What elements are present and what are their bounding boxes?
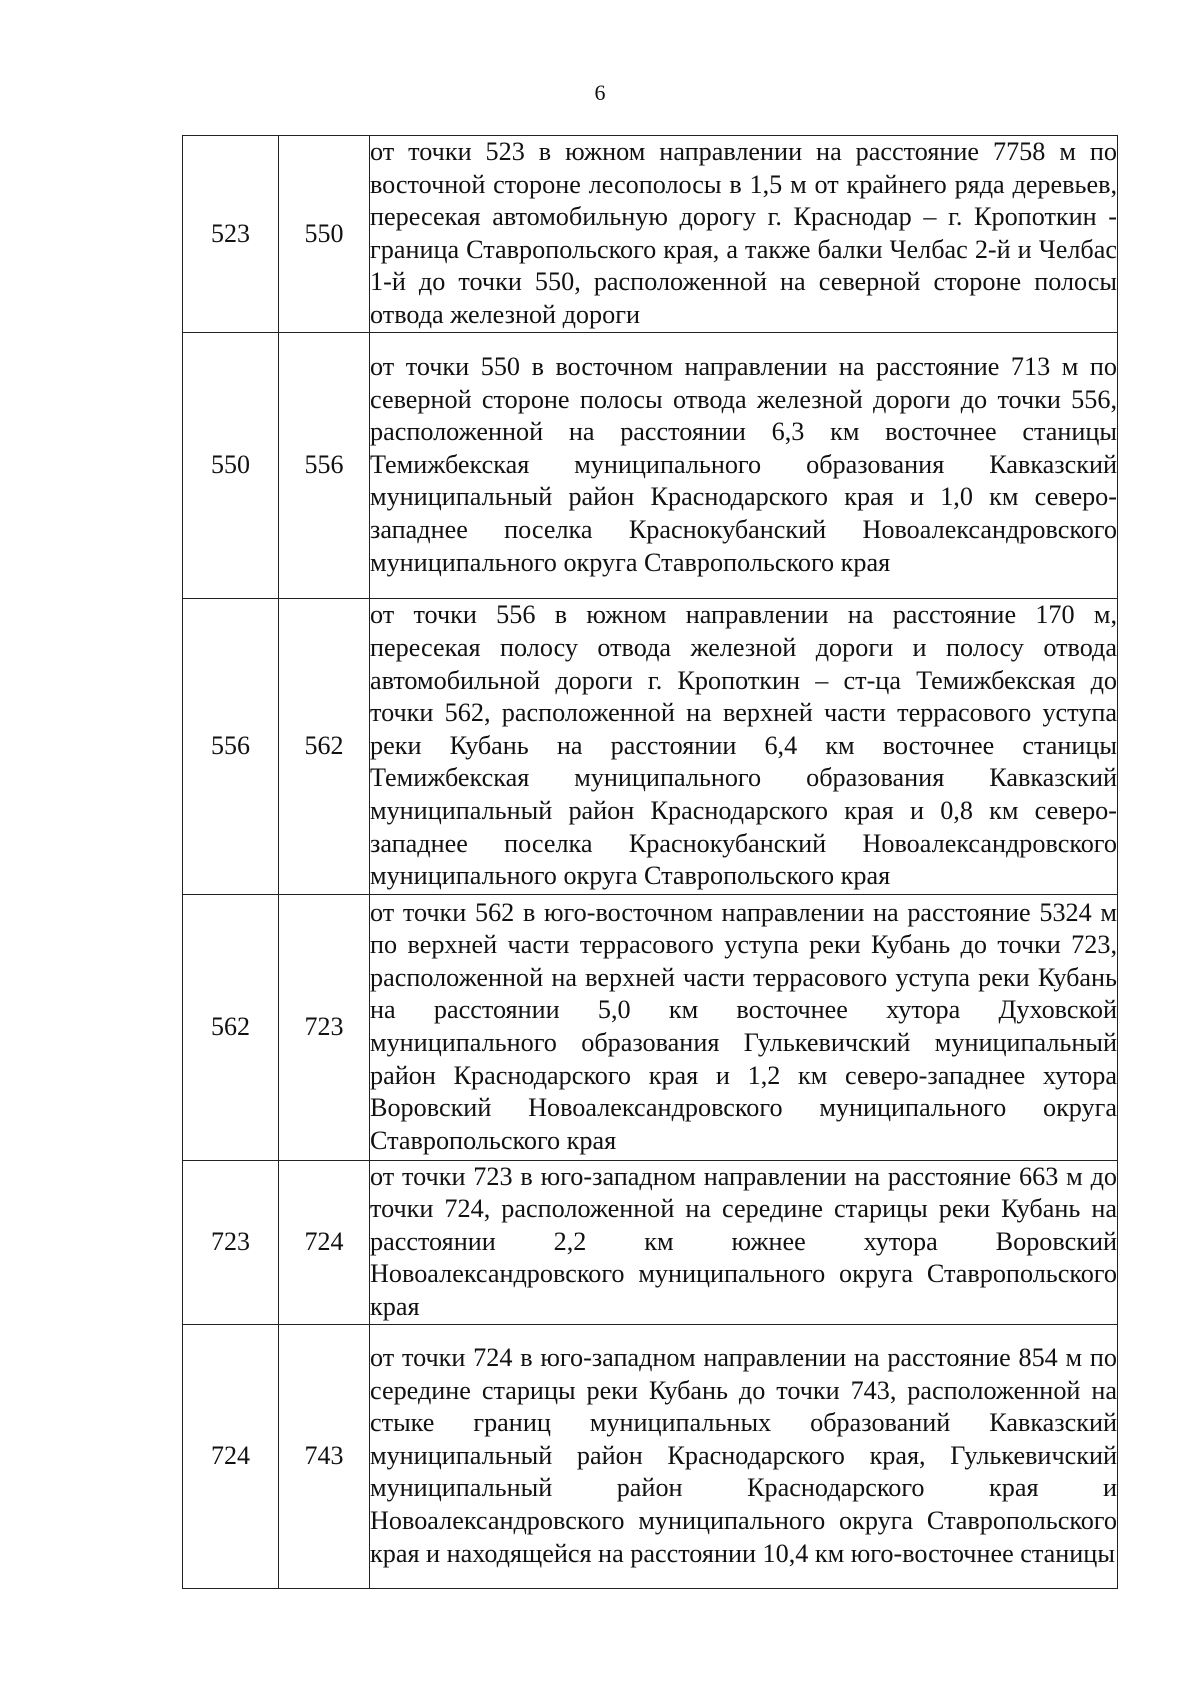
point-to-cell: 556 [279,332,370,598]
point-to-cell: 743 [279,1324,370,1588]
point-to-cell: 723 [279,894,370,1160]
route-description-cell: от точки 562 в юго-восточном направлении на расстояние 5324 м по верхней части террасового уступа реки Кубань до точки 723, расположенной на верхней части террасового уступа реки Кубань на расстоянии 5,0 км восточнее хутора Духовской муниципального образования Гулькевичский муниципальный район Краснодарского края и 1,2 км северо-западнее хутора Воровский Новоалександровского муниципального округа Ставропольского края [370,894,1118,1160]
route-description-cell: от точки 556 в южном направлении на расстояние 170 м, пересекая полосу отвода железной дороги и полосу отвода автомобильной дороги г. Кропоткин – ст-ца Темижбекская до точки 562, расположенной на верхней части террасового уступа реки Кубань на расстоянии 6,4 км восточнее станицы Темижбекская муниципального образования Кавказский муниципальный район Краснодарского края и 0,8 км северо-западнее поселка Краснокубанский Новоалександровского муниципального округа Ставропольского края [370,598,1118,894]
point-from-cell: 724 [183,1324,279,1588]
point-to-cell: 724 [279,1160,370,1324]
point-from-cell: 723 [183,1160,279,1324]
point-from-cell: 550 [183,332,279,598]
table-row [183,598,1118,894]
point-to-cell: 550 [279,136,370,333]
route-description-cell: от точки 523 в южном направлении на расстояние 7758 м по восточной стороне лесополосы в 1,5 м от крайнего ряда деревьев, пересекая автомобильную дорогу г. Краснодар – г. Кропоткин - граница Ставропольского края, а также балки Челбас 2-й и Челбас 1-й до точки 550, расположенной на северной стороне полосы отвода железной дороги [370,136,1118,333]
point-from-cell: 523 [183,136,279,333]
table-row [183,136,1118,333]
route-description-cell: от точки 724 в юго-западном направлении на расстояние 854 м по середине старицы реки Кубань до точки 743, расположенной на стыке границ муниципальных образований Кавказский муниципальный район Краснодарского края, Гулькевичский муниципальный район Краснодарского края и Новоалександровского муниципального округа Ставропольского края и находящейся на расстоянии 10,4 км юго-восточнее станицы [370,1324,1118,1588]
point-to-cell: 562 [279,598,370,894]
point-from-cell: 556 [183,598,279,894]
boundary-description-table [182,135,1118,1589]
point-from-cell: 562 [183,894,279,1160]
page-number: 6 [594,80,606,105]
route-description-cell: от точки 550 в восточном направлении на расстояние 713 м по северной стороне полосы отвода железной дороги до точки 556, расположенной на расстоянии 6,3 км восточнее станицы Темижбекская муниципального образования Кавказский муниципальный район Краснодарского края и 1,0 км северо-западнее поселка Краснокубанский Новоалександровского муниципального округа Ставропольского края [370,332,1118,598]
route-description-cell: от точки 723 в юго-западном направлении на расстояние 663 м до точки 724, расположенной на середине старицы реки Кубань на расстоянии 2,2 км южнее хутора Воровский Новоалександровского муниципального округа Ставропольского края [370,1160,1118,1324]
table-row [183,1160,1118,1324]
table-row [183,1324,1118,1588]
table-row [183,332,1118,598]
table-row [183,894,1118,1160]
